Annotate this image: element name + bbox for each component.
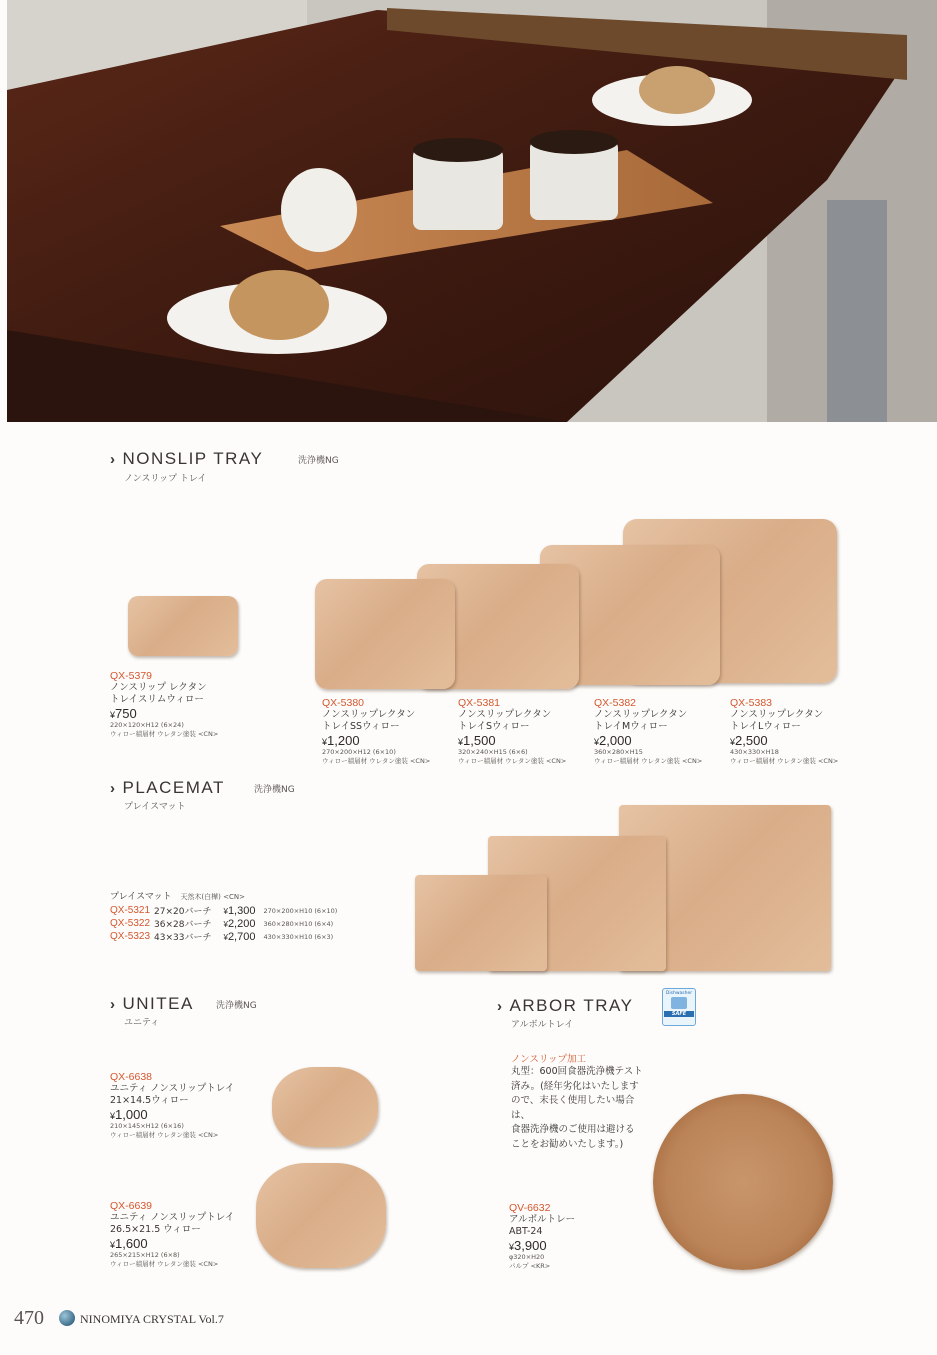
footer-brand: NINOMIYA CRYSTAL Vol.7 (80, 1312, 224, 1326)
unitea-title-text: UNITEA (122, 994, 194, 1013)
product-price: ¥2,000 (594, 733, 632, 748)
product-name-line2: トレイSSウィロー (322, 721, 400, 732)
product-code: QX-5381 (458, 697, 501, 709)
product-spec-line2: ウィロー積層材 ウレタン塗装 <CN> (730, 757, 839, 765)
product-name-line1: ユニティ ノンスリップトレイ (110, 1212, 235, 1223)
product-code: QX-6639 (110, 1200, 153, 1212)
unitea-tray-image-small (272, 1067, 378, 1147)
product-name-line1: ノンスリップレクタン (730, 709, 824, 720)
product-qv6632 (509, 1202, 575, 1271)
nonslip-title-text: NONSLIP TRAY (122, 449, 264, 468)
product-name-line1: アルボルトレー (509, 1214, 576, 1225)
placemat-table (110, 904, 341, 943)
dishwasher-icon (671, 997, 687, 1009)
arbor-tray-image (653, 1094, 833, 1270)
nonslip-dishwasher-note: 洗浄機NG (298, 456, 339, 466)
product-qx5382 (594, 697, 702, 766)
unitea-dishwasher-note: 洗浄機NG (216, 1001, 257, 1011)
product-name-line2: トレイLウィロー (730, 721, 801, 732)
placemat-image-27x20 (415, 875, 547, 971)
product-price: ¥750 (110, 706, 137, 721)
product-qx5379 (110, 670, 218, 739)
placemat-list (110, 889, 341, 943)
table-row: QX-5323 43×33バーチ ¥2,700 430×330×H10 (6×3) (110, 930, 334, 943)
product-code: QX-6638 (110, 1071, 153, 1083)
product-price: ¥2,500 (730, 733, 768, 748)
unitea-tray-image-large (256, 1163, 386, 1268)
product-qx5383 (730, 697, 838, 766)
globe-icon (59, 1310, 75, 1326)
unitea-section-title: › UNITEA (110, 994, 194, 1013)
page-number: 470 (14, 1307, 44, 1329)
table-row: QX-5321 27×20バーチ ¥1,300 270×200×H10 (6×10) (110, 904, 338, 917)
product-spec-line2: ウィロー積層材 ウレタン塗装 <CN> (110, 1260, 219, 1268)
product-price: ¥3,900 (509, 1238, 547, 1253)
arbor-section-title: › ARBOR TRAY (497, 996, 634, 1015)
product-name-line1: ノンスリップ レクタン (110, 682, 207, 693)
product-qx5381 (458, 697, 566, 766)
product-spec-line1: 270×200×H12 (6×10) (322, 748, 396, 756)
placemat-title-text: PLACEMAT (122, 778, 225, 797)
placemat-dishwasher-note: 洗浄機NG (254, 785, 295, 795)
product-name-line2: トレイスリムウィロー (110, 694, 204, 705)
placemat-subtitle: プレイスマット (124, 802, 186, 812)
product-code: QX-5383 (730, 697, 773, 709)
product-price: ¥1,500 (458, 733, 496, 748)
product-price: ¥1,000 (110, 1107, 148, 1122)
product-name-line2: ABT-24 (509, 1226, 543, 1237)
product-spec-line2: ウィロー積層材 ウレタン塗装 <CN> (594, 757, 703, 765)
product-code: QX-5379 (110, 670, 153, 682)
arbor-subtitle: アルボルトレイ (511, 1020, 574, 1030)
product-spec-line2: ウィロー積層材 ウレタン塗装 <CN> (110, 730, 219, 738)
product-name-line2: トレイSウィロー (458, 721, 530, 732)
placemat-list-header: プレイスマット 天然木(白樺) <CN> (110, 892, 245, 902)
tray-image-qx5380 (315, 579, 455, 689)
product-spec-line1: φ320×H20 (509, 1253, 545, 1261)
product-code: QV-6632 (509, 1202, 551, 1214)
product-spec-line1: 220×120×H12 (6×24) (110, 721, 184, 729)
product-spec-line1: 320×240×H15 (6×6) (458, 748, 528, 756)
cafe-table-photo (7, 0, 937, 422)
product-spec-line1: 210×145×H12 (6×16) (110, 1122, 184, 1130)
unitea-subtitle: ユニティ (124, 1018, 160, 1028)
product-name-line1: ノンスリップレクタン (594, 709, 688, 720)
arbor-feature: ノンスリップ加工 (511, 1054, 586, 1065)
nonslip-subtitle: ノンスリップ トレイ (124, 474, 207, 484)
coffee-mug-2 (530, 130, 618, 220)
product-qx5380 (322, 697, 430, 766)
product-qx6639 (110, 1200, 234, 1269)
table-row: QX-5322 36×28バーチ ¥2,200 360×280×H10 (6×4) (110, 917, 334, 930)
product-name-line2: トレイMウィロー (594, 721, 668, 732)
product-spec-line2: ウィロー積層材 ウレタン塗装 <CN> (110, 1131, 219, 1139)
product-code: QX-5380 (322, 697, 365, 709)
product-spec-line2: ウィロー積層材 ウレタン塗装 <CN> (322, 757, 431, 765)
arbor-title-text: ARBOR TRAY (509, 996, 634, 1015)
product-name-line1: ユニティ ノンスリップトレイ (110, 1083, 235, 1094)
product-name-line2: 21×14.5ウィロー (110, 1095, 189, 1106)
product-price: ¥1,200 (322, 733, 360, 748)
product-spec-line1: 430×330×H18 (730, 748, 779, 756)
product-qx6638 (110, 1071, 234, 1140)
hero-photo (7, 0, 937, 422)
placemat-section-title: › PLACEMAT (110, 778, 225, 797)
product-spec-line1: 265×215×H12 (6×8) (110, 1251, 180, 1259)
product-price: ¥1,600 (110, 1236, 148, 1251)
product-spec-line2: ウィロー積層材 ウレタン塗装 <CN> (458, 757, 567, 765)
nonslip-section-title: › NONSLIP TRAY (110, 449, 264, 468)
arbor-description: 丸型：600回食器洗浄機テスト 済み。(経年劣化はいたします ので、末長く使用したい場合は、 食器洗浄機のご使用は避ける ことをお勧めいたします。) (511, 1066, 643, 1150)
product-name-line1: ノンスリップレクタン (458, 709, 552, 720)
product-spec-line1: 360×280×H15 (594, 748, 643, 756)
tray-image-qx5379 (128, 596, 238, 656)
product-code: QX-5382 (594, 697, 637, 709)
product-name-line2: 26.5×21.5 ウィロー (110, 1224, 201, 1235)
coffee-mug-1 (413, 138, 503, 230)
cream-jug (281, 168, 357, 252)
product-name-line1: ノンスリップレクタン (322, 709, 416, 720)
product-spec-line2: パルプ <KR> (509, 1262, 551, 1270)
dishwasher-safe-badge: Dishwasher SAFE (662, 988, 696, 1026)
